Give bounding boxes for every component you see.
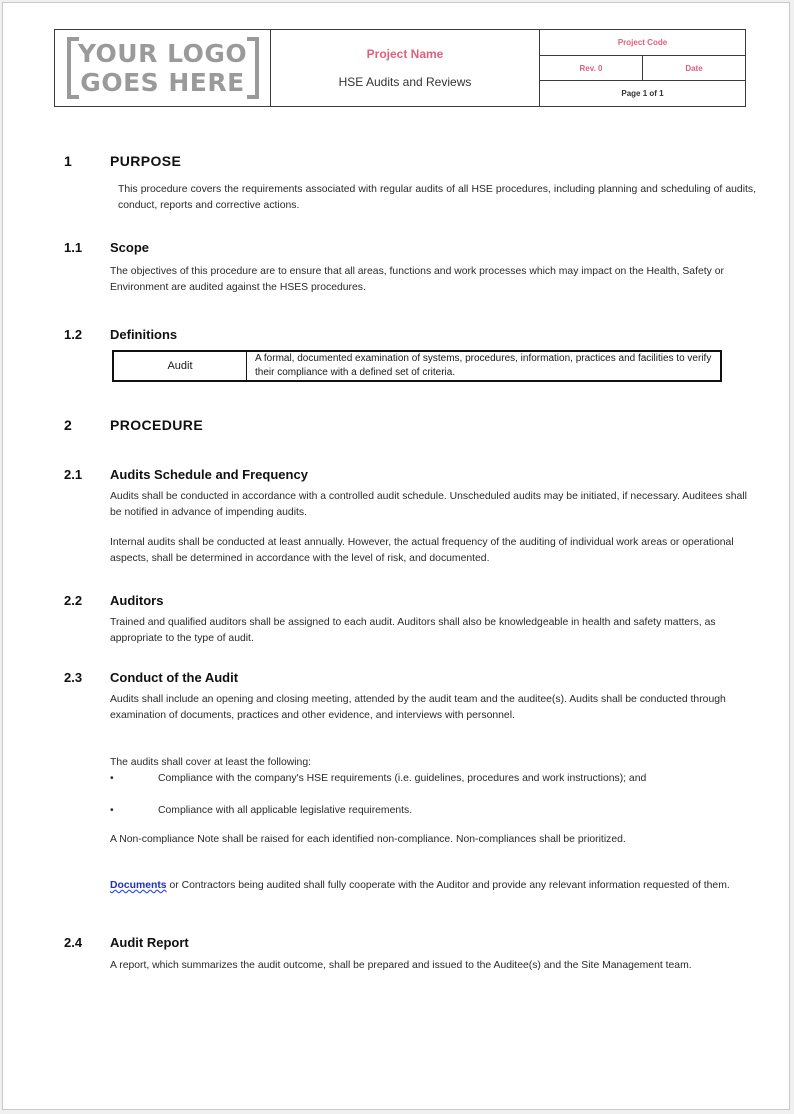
section-1-1-heading <box>64 240 149 255</box>
section-2-2-heading <box>64 593 163 608</box>
section-1-heading <box>64 153 181 169</box>
section-title: Auditors <box>110 593 164 608</box>
bullet-text: Compliance with the company's HSE requirements (i.e. guidelines, procedures and work instructions); and <box>158 773 647 784</box>
definition-term: Audit <box>114 352 247 380</box>
section-title: PURPOSE <box>110 153 182 169</box>
section-title: Definitions <box>110 327 178 342</box>
bullet-marker: • <box>110 805 114 816</box>
document-header <box>54 29 746 107</box>
audit-report-text: A report, which summarizes the audit outcome, shall be prepared and issued to the Auditee(s) and the Site Management team. <box>110 960 692 971</box>
section-2-heading <box>64 417 203 433</box>
section-title: Conduct of the Audit <box>110 670 239 685</box>
section-2-1-heading <box>64 467 308 482</box>
definitions-table <box>112 350 722 382</box>
section-1-2-heading <box>64 327 177 342</box>
section-number: 2.4 <box>64 935 83 950</box>
list-item <box>110 803 756 818</box>
section-number: 2.1 <box>64 467 83 482</box>
project-code: Project Code <box>540 30 745 56</box>
section-number: 2.2 <box>64 593 83 608</box>
scope-text: The objectives of this procedure are to ensure that all areas, functions and work processes which may impact on the Health, Safety or Environment are audited against the HSES procedures. <box>110 266 724 293</box>
section-number: 1.1 <box>64 240 83 255</box>
rev-date-row <box>540 56 745 82</box>
project-name: Project Name <box>366 47 444 61</box>
logo-bracket-right <box>247 37 259 99</box>
logo-cell <box>55 30 271 106</box>
revision: Rev. 0 <box>540 56 643 81</box>
list-item <box>110 771 756 786</box>
page-number: Page 1 of 1 <box>621 89 664 99</box>
conduct-paragraph-4-text: or Contractors being audited shall fully cooperate with the Auditor and provide any relevant information requested of them. <box>166 880 730 891</box>
section-title: PROCEDURE <box>110 417 204 433</box>
section-number: 1.2 <box>64 327 83 342</box>
logo-text-line2: GOES HERE <box>80 68 245 97</box>
section-title: Audits Schedule and Frequency <box>110 467 308 482</box>
date: Date <box>685 63 703 73</box>
document-page <box>2 2 790 1110</box>
schedule-paragraph-1: Audits shall be conducted in accordance with a controlled audit schedule. Unscheduled audits may be initiated, if necessary. Auditees shall be notified in advance of impending audits. <box>110 491 747 518</box>
section-title: Scope <box>110 240 150 255</box>
title-cell <box>271 30 540 106</box>
auditors-text: Trained and qualified auditors shall be assigned to each audit. Auditors shall also be knowledgeable in health and safety matters, as appropriate to the type of audit. <box>110 617 716 644</box>
conduct-paragraph-4 <box>110 878 756 894</box>
section-number: 2 <box>64 417 73 433</box>
definition-description: A formal, documented examination of systems, procedures, information, practices and facilities to verify their compliance with a defined set of criteria. <box>255 353 712 378</box>
logo-text-line1: YOUR LOGO <box>77 39 248 68</box>
schedule-paragraph-2: Internal audits shall be conducted at least annually. However, the actual frequency of the auditing of individual work areas or operational aspects, shall be determined in accordance with the level of risk, and documented. <box>110 537 734 564</box>
bullet-marker: • <box>110 773 114 784</box>
section-number: 1 <box>64 153 73 169</box>
section-number: 2.3 <box>64 670 83 685</box>
section-title: Audit Report <box>110 935 189 950</box>
conduct-paragraph-1: Audits shall include an opening and closing meeting, attended by the audit team and the auditee(s). Audits shall be conducted through examination of documents, practices and other evidence, and interviews with personnel. <box>110 694 726 721</box>
bullet-text: Compliance with all applicable legislative requirements. <box>158 805 413 816</box>
section-2-3-heading <box>64 670 238 685</box>
purpose-text: This procedure covers the requirements associated with regular audits of all HSE procedures, including planning and scheduling of audits, conduct, reports and corrective actions. <box>118 184 756 211</box>
section-2-4-heading <box>64 935 189 950</box>
document-title: HSE Audits and Reviews <box>338 75 472 89</box>
conduct-paragraph-2: The audits shall cover at least the following: <box>110 757 311 768</box>
logo-bracket-left <box>67 37 79 99</box>
meta-cell <box>540 30 745 106</box>
logo-placeholder <box>65 35 261 101</box>
spellcheck-flagged-word: Documents <box>110 880 167 891</box>
conduct-paragraph-3: A Non-compliance Note shall be raised for each identified non-compliance. Non-compliances shall be prioritized. <box>110 834 626 845</box>
